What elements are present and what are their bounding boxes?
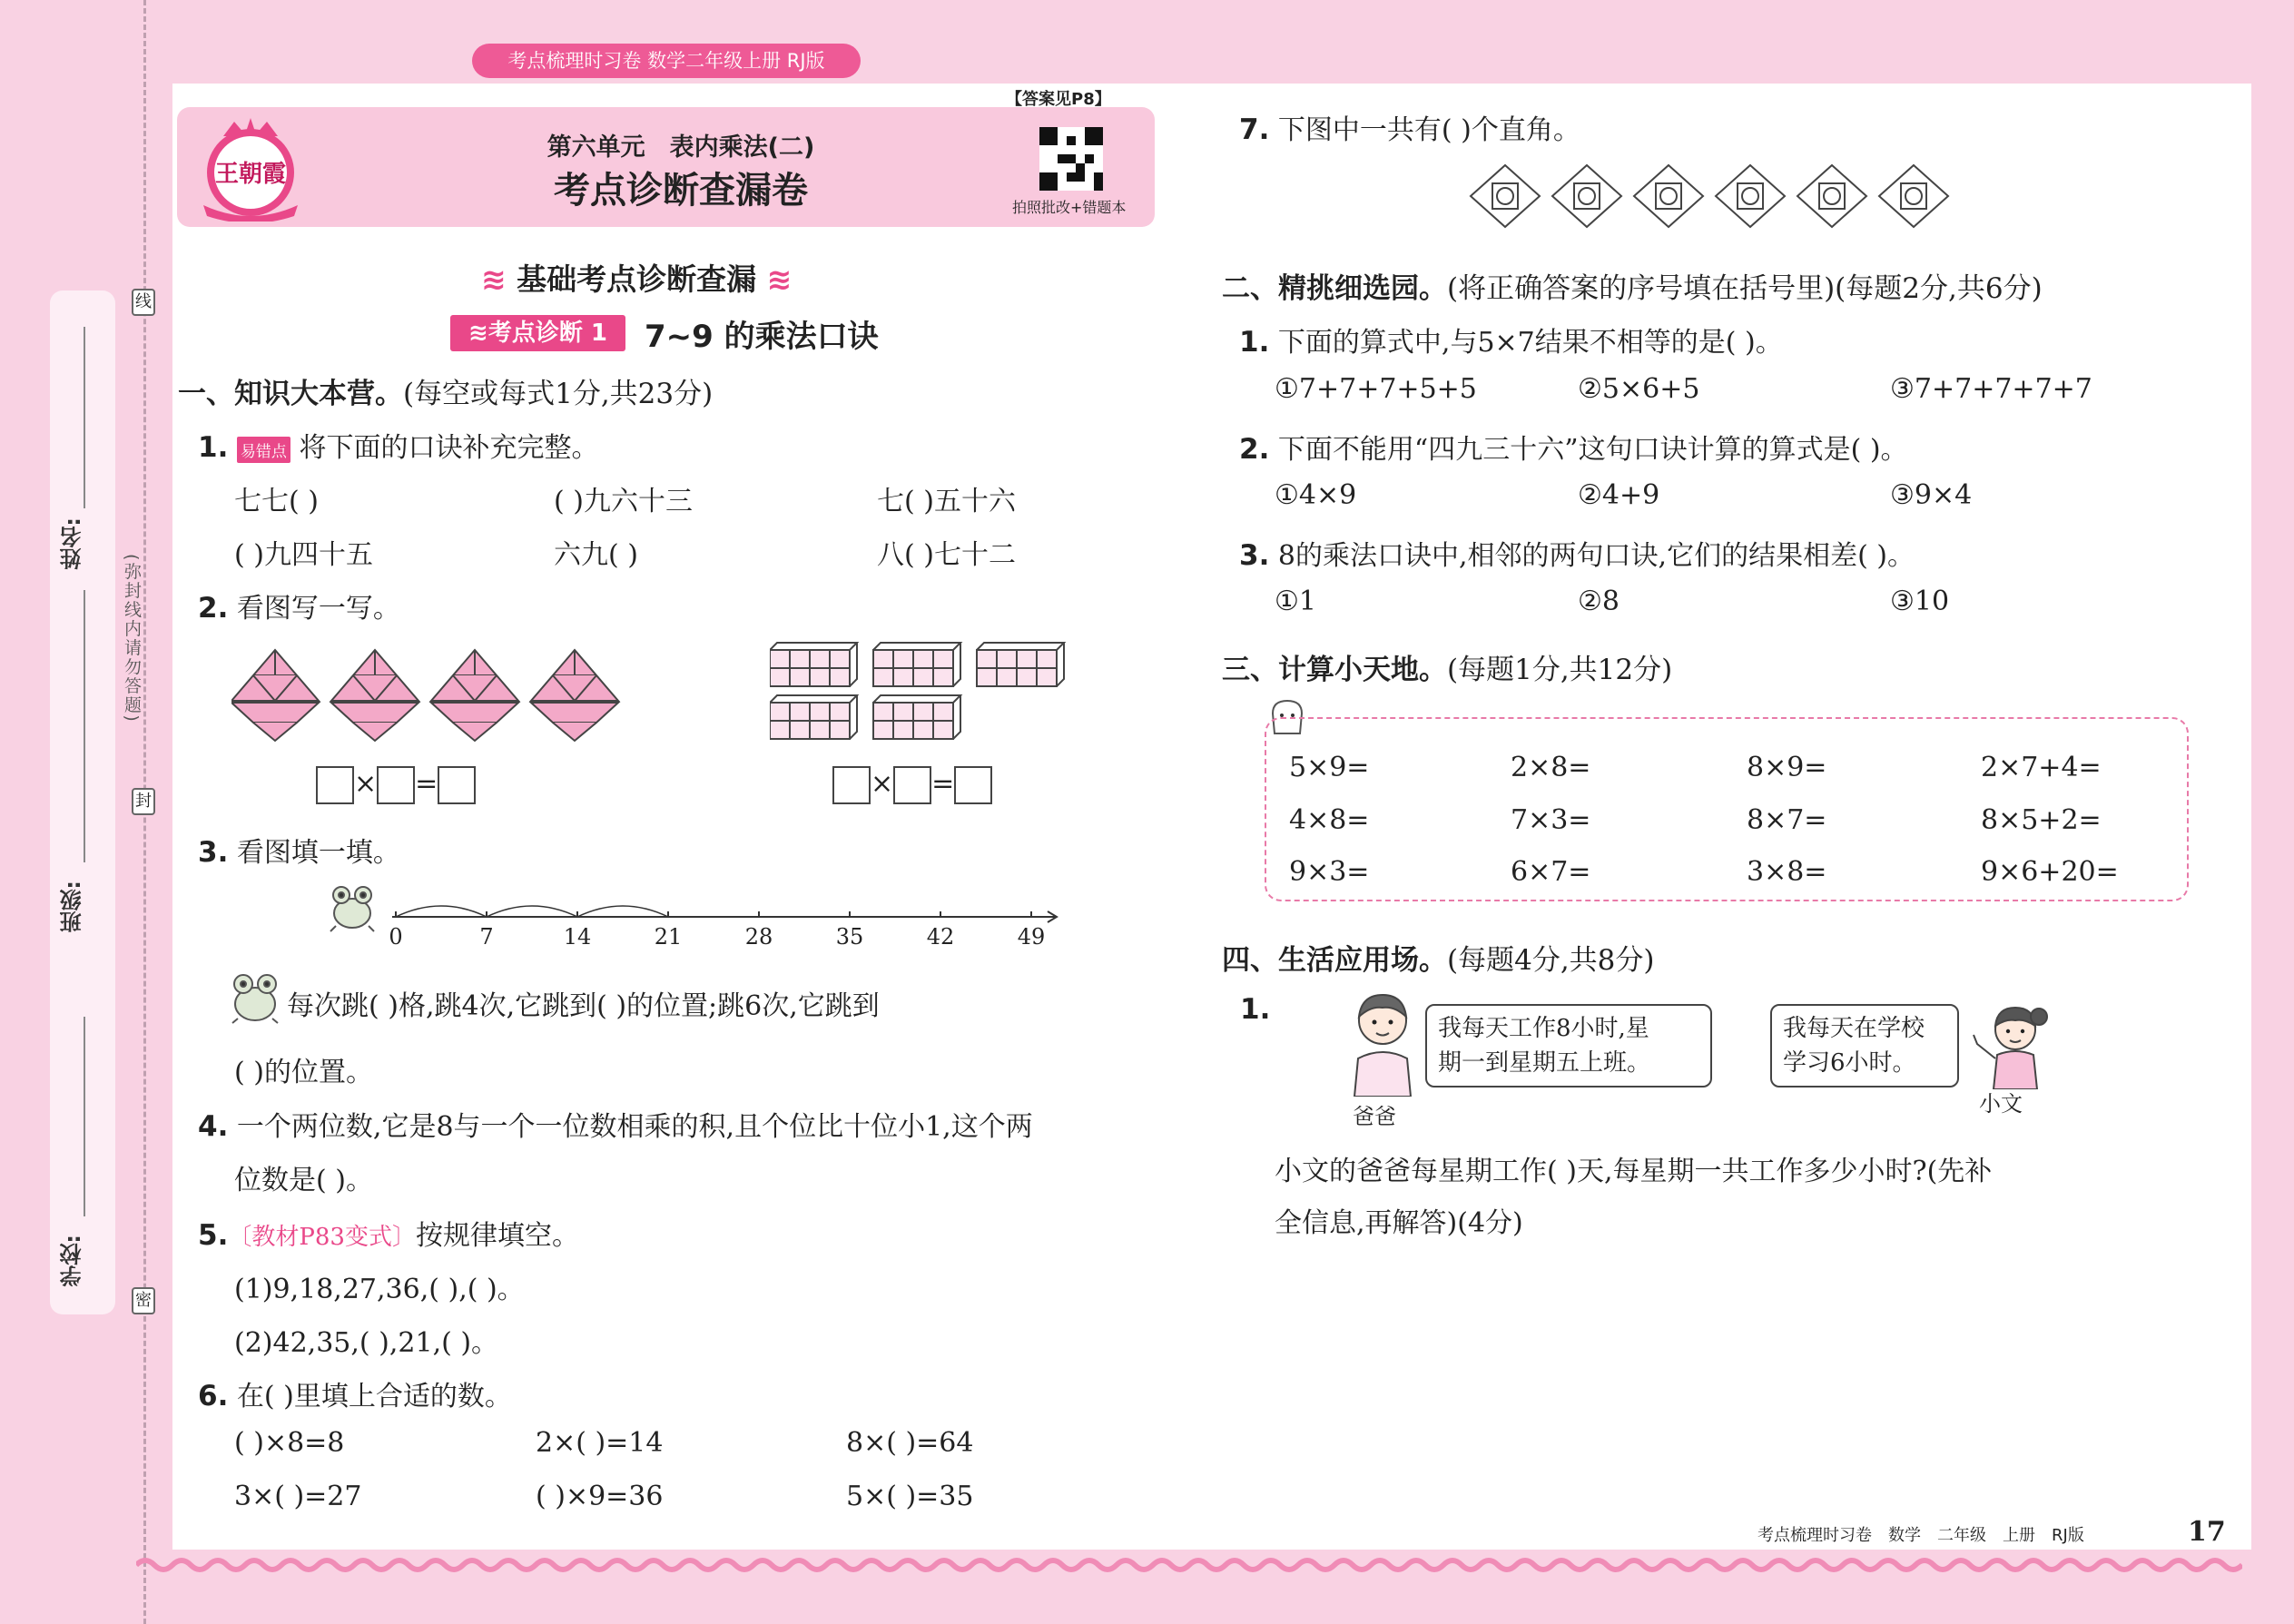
girl-bubble-line: 学习6小时。 <box>1783 1049 1916 1077</box>
qr-caption: 拍照批改+错题本 <box>1012 199 1127 216</box>
logo <box>194 114 307 221</box>
calc-item[interactable]: 8×7= <box>1747 804 1827 836</box>
q5-line <box>198 1213 579 1253</box>
calc-item[interactable]: 2×8= <box>1511 752 1591 783</box>
cube-block <box>873 643 960 686</box>
q4-line2[interactable]: 位数是( )。 <box>234 1165 373 1196</box>
seal-char-dense: 密 <box>132 1287 155 1314</box>
inner-circle <box>1742 188 1758 204</box>
student-info-strip <box>50 290 115 1314</box>
page-number: 17 <box>2188 1516 2226 1548</box>
section-title-text: 基础考点诊断查漏 <box>517 261 757 297</box>
p2q2-option: ②4+9 <box>1578 479 1660 511</box>
answer-box[interactable] <box>438 766 476 804</box>
q4-line1 <box>198 1104 1033 1144</box>
part1-heading <box>178 370 713 411</box>
cube-grid-figure <box>770 639 1068 744</box>
triangle-tree <box>331 650 418 741</box>
number-line-label: 21 <box>654 924 683 950</box>
part3-title: 三、计算小天地。 <box>1222 654 1447 686</box>
part4-heading <box>1222 937 1655 978</box>
header-band: 考点梳理时习卷 数学二年级上册 RJ版 <box>472 44 861 78</box>
q6-cell[interactable]: 2×( )=14 <box>536 1427 664 1459</box>
school-line <box>84 1017 85 1216</box>
unit-title: 第六单元 表内乘法(二) <box>546 133 815 162</box>
section-title <box>481 256 792 299</box>
p2q2-option: ③9×4 <box>1890 479 1973 511</box>
seal-note: (弥封线内请勿答题) <box>122 554 142 723</box>
girl-label: 小文 <box>1979 1091 2023 1117</box>
number-line-label: 28 <box>744 924 773 950</box>
triangle-tree <box>431 650 518 741</box>
part1-title: 一、知识大本营。 <box>178 378 403 410</box>
p2q2-text[interactable]: 下面不能用“四九三十六”这句口诀计算的算式是( )。 <box>1277 434 1908 466</box>
footer-text: 考点梳理时习卷 数学 二年级 上册 RJ版 <box>1757 1526 2084 1545</box>
calc-item[interactable]: 4×8= <box>1289 804 1370 836</box>
cube-block <box>770 643 857 686</box>
q6-cell[interactable]: ( )×8=8 <box>234 1427 345 1459</box>
class-label-wrap <box>56 881 88 933</box>
calc-item[interactable]: 7×3= <box>1511 804 1591 836</box>
q1-number: 1. <box>198 431 229 464</box>
answer-box[interactable] <box>954 766 992 804</box>
part3-heading <box>1222 646 1672 687</box>
class-line <box>84 590 85 862</box>
cube-block <box>873 695 960 739</box>
name-label: 姓名: <box>60 517 85 570</box>
q3-line2[interactable]: ( )的位置。 <box>234 1057 373 1088</box>
q7-line <box>1239 107 1580 147</box>
number-line-label: 42 <box>926 924 955 950</box>
q3-line <box>198 830 400 870</box>
diagnosis-badge <box>450 315 625 351</box>
q2-equation-right <box>832 766 992 804</box>
p4q1-question-line1[interactable]: 小文的爸爸每星期工作( )天,每星期一共工作多少小时?(先补 <box>1275 1156 1993 1187</box>
p4q1-number: 1. <box>1240 993 1271 1026</box>
number-line-label: 49 <box>1017 924 1046 950</box>
q2-text: 看图写一写。 <box>236 593 400 625</box>
page-title: 考点诊断查漏卷 <box>554 170 808 212</box>
wave-icon-left: ≋ <box>481 261 507 297</box>
p2q2-number: 2. <box>1239 433 1270 466</box>
calc-item[interactable]: 9×6+20= <box>1981 856 2119 888</box>
equals-sign: = <box>415 768 438 800</box>
q5-item2[interactable]: (2)42,35,( ),21,( )。 <box>234 1327 499 1359</box>
name-label-wrap <box>56 517 88 570</box>
badge-wave-icon: ≋ <box>468 320 488 347</box>
p2q1-text[interactable]: 下面的算式中,与5×7结果不相等的是( )。 <box>1277 327 1783 359</box>
frog-icon <box>330 887 374 931</box>
answer-reference: 【答案见P8】 <box>1006 90 1111 109</box>
q5-item1[interactable]: (1)9,18,27,36,( ),( )。 <box>234 1274 525 1305</box>
q6-number: 6. <box>198 1380 229 1412</box>
calc-item[interactable]: 3×8= <box>1747 856 1827 888</box>
name-line <box>84 327 85 508</box>
calc-item[interactable]: 6×7= <box>1511 856 1591 888</box>
triangle-tree <box>231 650 319 741</box>
inner-circle <box>1579 188 1595 204</box>
part4-score: (每题4分,共8分) <box>1447 944 1655 977</box>
p2q2-option: ①4×9 <box>1275 479 1357 511</box>
answer-box[interactable] <box>832 766 871 804</box>
inner-circle <box>1660 188 1677 204</box>
number-line-figure <box>329 877 1062 950</box>
girl-bubble-line: 我每天在学校 <box>1783 1015 1925 1042</box>
qr-code-icon[interactable] <box>1039 127 1103 191</box>
q7-text[interactable]: 下图中一共有( )个直角。 <box>1277 114 1580 146</box>
answer-box[interactable] <box>377 766 415 804</box>
p2q3-text[interactable]: 8的乘法口诀中,相邻的两句口诀,它们的结果相差( )。 <box>1277 540 1915 572</box>
class-label: 班级: <box>60 881 85 933</box>
q3-line1[interactable]: 每次跳( )格,跳4次,它跳到( )的位置;跳6次,它跳到 <box>287 990 880 1022</box>
q3-number: 3. <box>198 836 229 869</box>
times-sign: × <box>871 768 894 800</box>
inner-circle <box>1497 188 1513 204</box>
number-line-label: 14 <box>563 924 592 950</box>
p2q1-option: ③7+7+7+7+7 <box>1890 373 2092 405</box>
q1-cell[interactable]: 六九( ) <box>554 539 638 571</box>
p2q2-line <box>1239 427 1908 467</box>
p4q1-question-line2: 全信息,再解答)(4分) <box>1275 1207 1523 1239</box>
q6-cell[interactable]: ( )×9=36 <box>536 1481 664 1512</box>
answer-box[interactable] <box>893 766 931 804</box>
dad-bubble-line: 我每天工作8小时,星 <box>1438 1015 1649 1042</box>
dad-speech-bubble <box>1425 1004 1712 1088</box>
q2-number: 2. <box>198 592 229 625</box>
badge-text: 考点诊断 1 <box>487 320 607 347</box>
number-line-label: 7 <box>479 924 494 950</box>
calc-item[interactable]: 8×9= <box>1747 752 1827 783</box>
number-line-label: 35 <box>835 924 864 950</box>
q1-cell[interactable]: 七七( ) <box>234 486 319 517</box>
bottom-wave-border <box>136 1554 2242 1576</box>
cube-block <box>770 695 857 739</box>
q6-cell[interactable]: 8×( )=64 <box>846 1427 974 1459</box>
q7-number: 7. <box>1239 113 1270 146</box>
girl-illustration <box>1968 999 2055 1089</box>
q1-cell[interactable]: ( )九四十五 <box>234 539 373 571</box>
dad-bubble-line: 期一到星期五上班。 <box>1438 1049 1651 1077</box>
part4-title: 四、生活应用场。 <box>1222 944 1447 977</box>
q2-equation-left <box>316 766 476 804</box>
q4-text: 一个两位数,它是8与一个一位数相乘的积,且个位比十位小1,这个两 <box>236 1111 1033 1143</box>
p2q1-number: 1. <box>1239 326 1270 359</box>
frog-icon <box>231 971 280 1024</box>
school-label: 学校: <box>60 1235 85 1287</box>
seal-char-line: 线 <box>132 289 155 316</box>
q2-line <box>198 586 400 625</box>
triangle-tree <box>531 650 618 741</box>
number-line-label: 0 <box>389 924 403 950</box>
calc-item[interactable]: 8×5+2= <box>1981 804 2102 836</box>
calc-item[interactable]: 2×7+4= <box>1981 752 2102 783</box>
p2q1-option: ②5×6+5 <box>1578 373 1700 405</box>
p2q3-option: ②8 <box>1578 586 1620 617</box>
q6-text: 在( )里填上合适的数。 <box>236 1381 512 1412</box>
triangle-trees-figure <box>231 646 622 744</box>
p2q3-option: ③10 <box>1890 586 1950 617</box>
q1-cell[interactable]: 八( )七十二 <box>877 539 1016 571</box>
right-angle-figure <box>1469 163 1950 229</box>
q1-line <box>198 425 598 465</box>
textbook-tag: 〔教材P83变式〕 <box>228 1224 416 1251</box>
q1-text: 将下面的口诀补充完整。 <box>299 432 599 464</box>
p2q1-option: ①7+7+7+5+5 <box>1275 373 1477 405</box>
p2q3-option: ①1 <box>1275 586 1316 617</box>
inner-circle <box>1824 188 1840 204</box>
part2-heading <box>1222 265 2043 306</box>
times-sign: × <box>354 768 378 800</box>
inner-circle <box>1905 188 1922 204</box>
calc-item[interactable]: 9×3= <box>1289 856 1370 888</box>
dad-illustration <box>1344 989 1422 1097</box>
part2-score: (将正确答案的序号填在括号里)(每题2分,共6分) <box>1447 272 2043 305</box>
cube-block <box>977 643 1064 686</box>
p2q3-number: 3. <box>1239 539 1270 572</box>
p2q3-line <box>1239 533 1915 573</box>
q3-text: 看图填一填。 <box>236 837 400 869</box>
q5-text: 按规律填空。 <box>415 1220 579 1252</box>
q6-line <box>198 1373 512 1413</box>
girl-speech-bubble <box>1770 1004 1959 1088</box>
part2-title: 二、精挑细选园。 <box>1222 272 1447 305</box>
q1-cell[interactable]: 七( )五十六 <box>877 486 1016 517</box>
q1-cell[interactable]: ( )九六十三 <box>554 486 693 517</box>
error-prone-tag: 易错点 <box>237 437 290 463</box>
p2q1-line <box>1239 320 1783 359</box>
dad-label: 爸爸 <box>1353 1104 1396 1129</box>
logo-text: 王朝霞 <box>214 161 287 188</box>
answer-box[interactable] <box>316 766 354 804</box>
calc-item[interactable]: 5×9= <box>1289 752 1370 783</box>
equals-sign: = <box>931 768 955 800</box>
q4-number: 4. <box>198 1110 229 1143</box>
q6-cell[interactable]: 3×( )=27 <box>234 1481 362 1512</box>
diagnosis-title: 7~9 的乘法口诀 <box>645 319 879 355</box>
part3-score: (每题1分,共12分) <box>1447 654 1673 686</box>
seal-char-seal: 封 <box>132 788 155 815</box>
school-label-wrap <box>56 1235 88 1287</box>
part1-score: (每空或每式1分,共23分) <box>403 378 714 410</box>
q6-cell[interactable]: 5×( )=35 <box>846 1481 974 1512</box>
q5-number: 5. <box>198 1219 229 1252</box>
wave-icon-right: ≋ <box>766 261 793 297</box>
